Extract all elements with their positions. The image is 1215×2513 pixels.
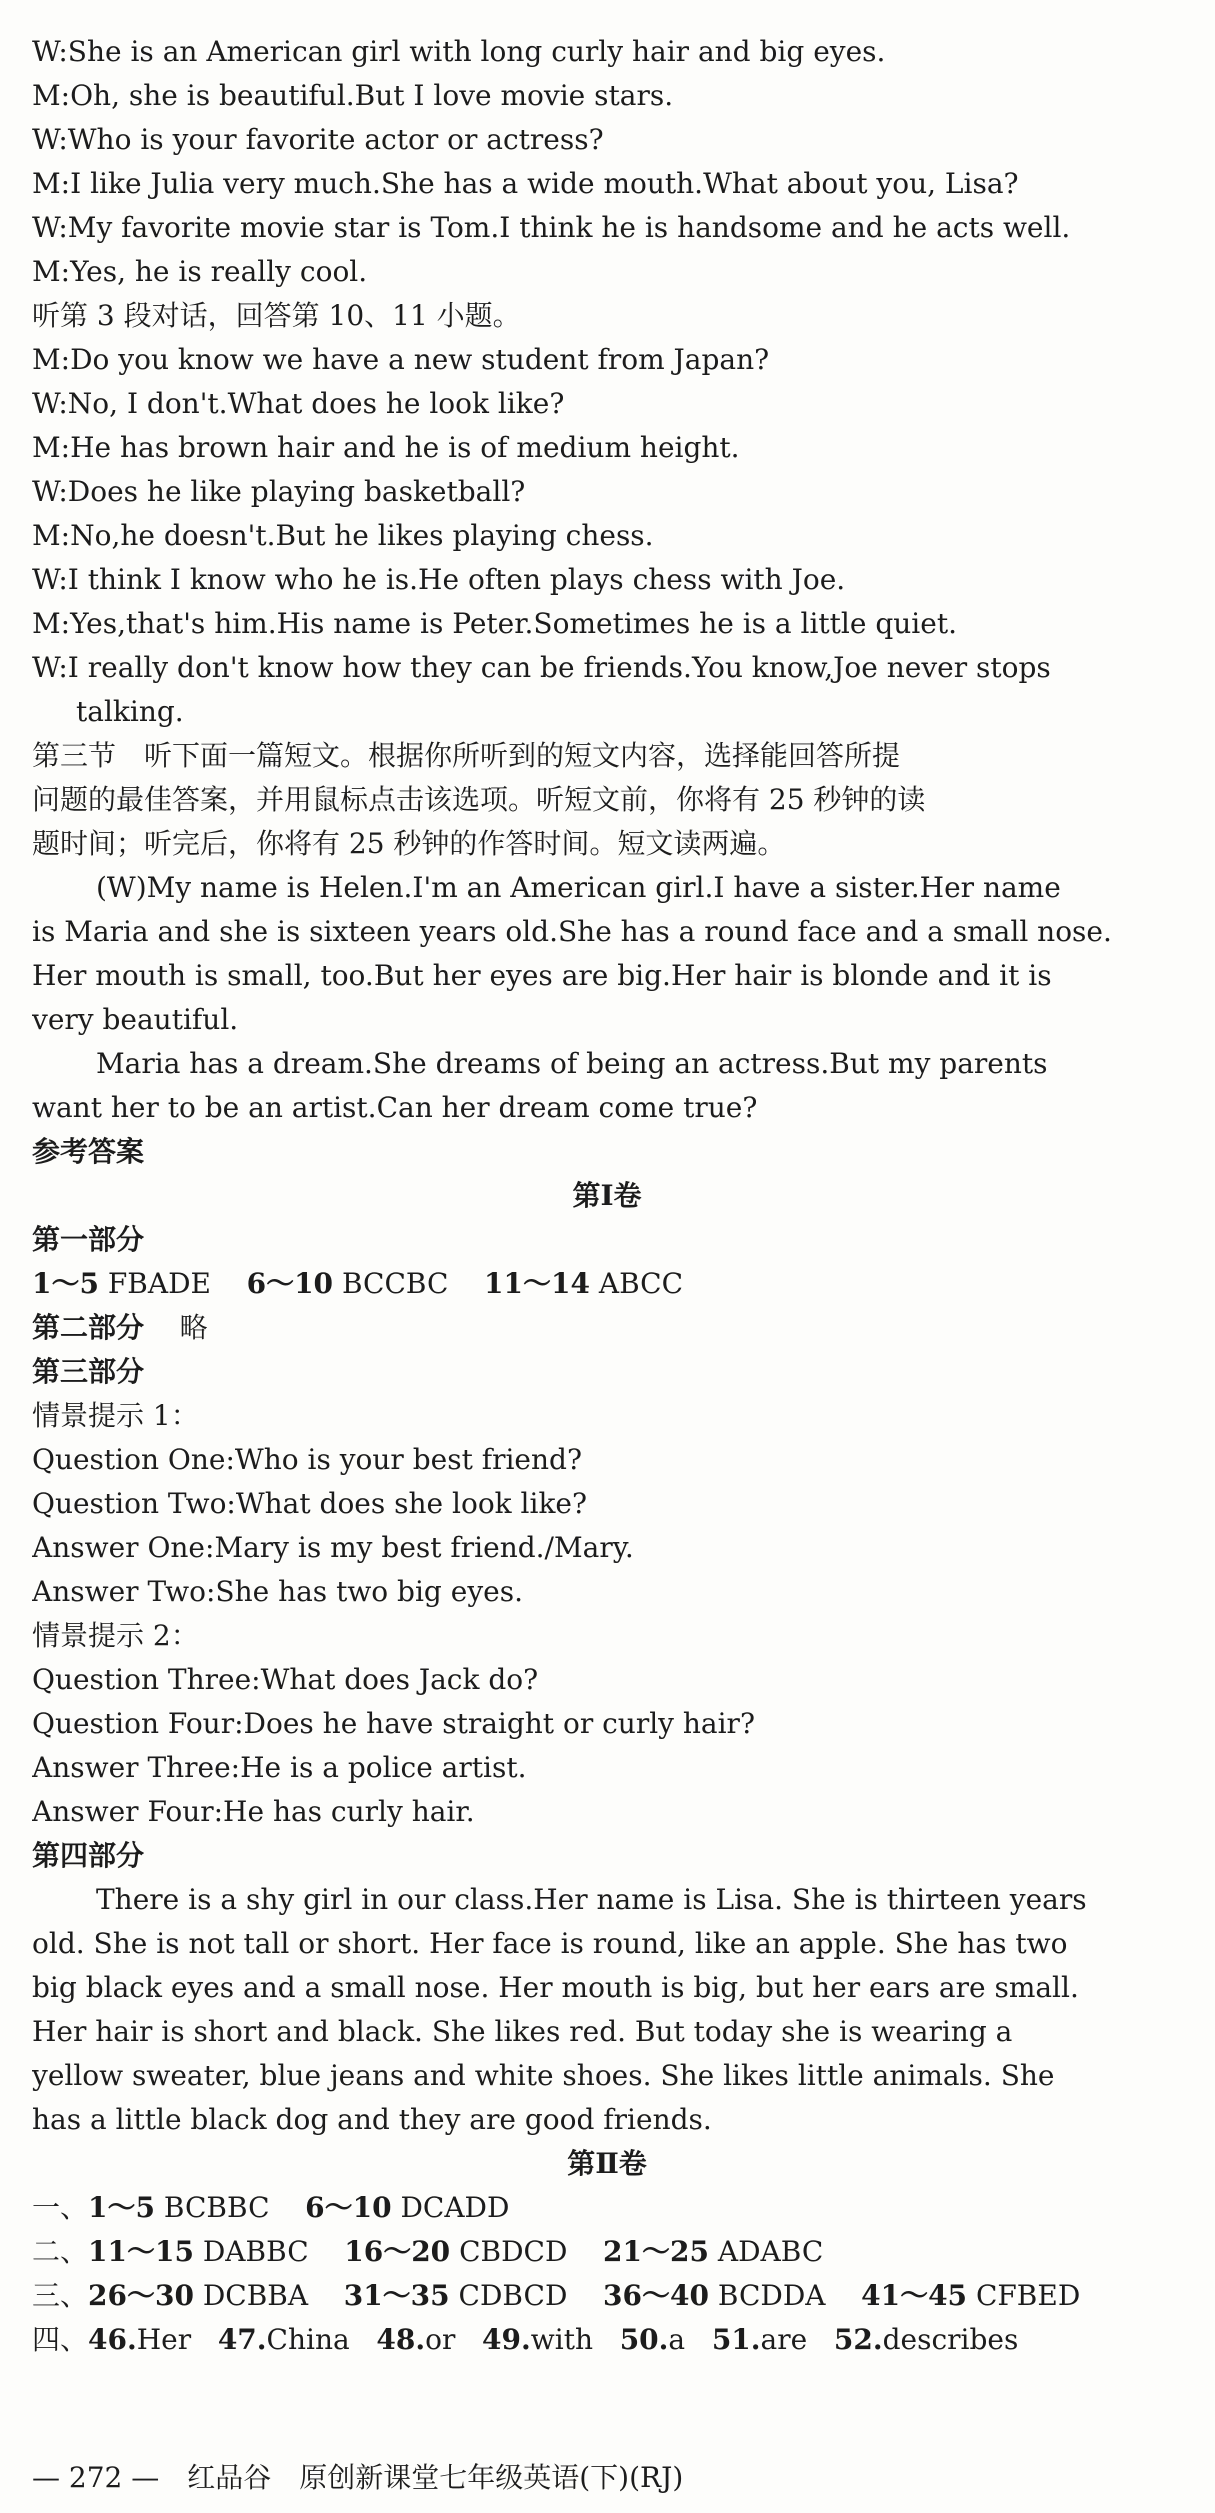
answer-range: 49. xyxy=(482,2323,531,2356)
text-line: Her mouth is small, too.But her eyes are big.Her hair is blonde and it is xyxy=(32,959,1052,992)
part-2-value: 略 xyxy=(179,1311,208,1344)
answer-range: 36～40 xyxy=(603,2279,709,2312)
text-line: big black eyes and a small nose. Her mouth is big, but her ears are small. xyxy=(32,1971,1079,2004)
part-2-row xyxy=(32,1306,1182,1350)
text-line: W:Who is your favorite actor or actress? xyxy=(32,123,604,156)
section-number: 三、 xyxy=(32,2279,89,2312)
answer-range: 11～15 xyxy=(88,2235,194,2268)
dialogue-3 xyxy=(32,338,1182,690)
text-line: M:Do you know we have a new student from Japan? xyxy=(32,343,770,376)
answer-range: 26～30 xyxy=(88,2279,194,2312)
volume-2-title: 第Ⅱ卷 xyxy=(567,2147,647,2180)
answer-range: 21～25 xyxy=(603,2235,709,2268)
section-number: 一、 xyxy=(32,2191,89,2224)
text-line: W:She is an American girl with long curly hair and big eyes. xyxy=(32,35,886,68)
text-line: M:Oh, she is beautiful.But I love movie stars. xyxy=(32,79,674,112)
text-line: M:Yes,that's him.His name is Peter.Sometimes he is a little quiet. xyxy=(32,607,957,640)
answer-range: 47. xyxy=(217,2323,267,2356)
text-line: M:I like Julia very much.She has a wide mouth.What about you, Lisa? xyxy=(32,167,1019,200)
text-line: very beautiful. xyxy=(32,1003,239,1036)
text-line: Answer One:Mary is my best friend./Mary. xyxy=(32,1531,634,1564)
text-line: W:Does he like playing basketball? xyxy=(32,475,526,508)
answer-range: 6～10 xyxy=(305,2191,392,2224)
volume-1-title: 第Ⅰ卷 xyxy=(572,1179,642,1212)
answer-range: 11～14 xyxy=(484,1267,590,1300)
text-line: is Maria and she is sixteen years old.She has a round face and a small nose. xyxy=(32,915,1112,948)
text-line: Her hair is short and black. She likes red. But today she is wearing a xyxy=(32,2015,1013,2048)
part-2-title: 第二部分 xyxy=(32,1311,145,1344)
answer-range: 46. xyxy=(88,2323,137,2356)
answer-value: BCCBC xyxy=(333,1267,449,1300)
answer-value: ADABC xyxy=(708,2235,824,2268)
answer-value: FBADE xyxy=(98,1267,211,1300)
answer-range: 1～5 xyxy=(88,2191,155,2224)
text-line: 问题的最佳答案，并用鼠标点击该选项。听短文前，你将有 25 秒钟的读 xyxy=(32,783,926,816)
text-line: 第三节 听下面一篇短文。根据你所听到的短文内容，选择能回答所提 xyxy=(32,739,901,772)
text-line: Maria has a dream.She dreams of being an actress.But my parents xyxy=(96,1047,1048,1080)
answer-range: 48. xyxy=(376,2323,426,2356)
part-1-answers xyxy=(32,1262,1182,1306)
answer-value: DCADD xyxy=(391,2191,510,2224)
section-number: 四、 xyxy=(32,2323,89,2356)
text-line: There is a shy girl in our class.Her name is Lisa. She is thirteen years xyxy=(96,1883,1087,1916)
answer-value: CFBED xyxy=(967,2279,1081,2312)
passage-paragraph-2 xyxy=(32,1042,1182,1130)
answer-value: with xyxy=(530,2323,593,2356)
answer-value: BCBBC xyxy=(154,2191,270,2224)
scene-2-lines xyxy=(32,1658,1182,1834)
text-line: Answer Three:He is a police artist. xyxy=(32,1751,527,1784)
text-line: has a little black dog and they are good friends. xyxy=(32,2103,712,2136)
part-4-title: 第四部分 xyxy=(32,1839,145,1872)
text-line: M:He has brown hair and he is of medium height. xyxy=(32,431,740,464)
text-line: want her to be an artist.Can her dream come true? xyxy=(32,1091,758,1124)
answer-range: 52. xyxy=(833,2323,883,2356)
text-line: W:I think I know who he is.He often plays chess with Joe. xyxy=(32,563,846,596)
answer-value: ABCC xyxy=(589,1267,684,1300)
answer-range: 41～45 xyxy=(861,2279,968,2312)
answer-value: BCDDA xyxy=(708,2279,826,2312)
answer-range: 1～5 xyxy=(32,1267,99,1300)
answer-range: 16～20 xyxy=(344,2235,451,2268)
passage-paragraph-1 xyxy=(32,866,1182,1042)
text-line: M:Yes, he is really cool. xyxy=(32,255,368,288)
answer-value: Her xyxy=(136,2323,192,2356)
answer-range: 6～10 xyxy=(246,1267,334,1300)
dialogue-2 xyxy=(32,30,1182,294)
section-3-instructions xyxy=(32,734,1182,866)
text-line: 题时间；听完后，你将有 25 秒钟的作答时间。短文读两遍。 xyxy=(32,827,786,860)
answer-value: describes xyxy=(882,2323,1019,2356)
text-line: Question Three:What does Jack do? xyxy=(32,1663,539,1696)
text-line: Answer Four:He has curly hair. xyxy=(32,1795,475,1828)
part-4-passage xyxy=(32,1878,1182,2142)
answer-value: CDBCD xyxy=(449,2279,568,2312)
scene-1-title: 情景提示 1： xyxy=(32,1399,199,1432)
text-line: W:No, I don't.What does he look like? xyxy=(32,387,565,420)
volume-2-section-1 xyxy=(32,2186,1182,2230)
text-line: old. She is not tall or short. Her face is round, like an apple. She has two xyxy=(32,1927,1068,1960)
answer-value: CBDCD xyxy=(450,2235,568,2268)
dialogue-3-intro: 听第 3 段对话，回答第 10、11 小题。 xyxy=(32,299,521,332)
text-line: W:My favorite movie star is Tom.I think he is handsome and he acts well. xyxy=(32,211,1071,244)
dialogue-3-continuation: talking. xyxy=(76,695,184,728)
volume-2-section-3 xyxy=(32,2274,1182,2318)
answer-value: or xyxy=(425,2323,456,2356)
volume-2-section-4 xyxy=(32,2318,1182,2362)
answer-range: 51. xyxy=(711,2323,761,2356)
scene-2-title: 情景提示 2： xyxy=(32,1619,199,1652)
text-line: Question One:Who is your best friend? xyxy=(32,1443,582,1476)
part-3-title: 第三部分 xyxy=(32,1355,145,1388)
answer-page xyxy=(32,30,1182,2362)
answer-value: DCBBA xyxy=(193,2279,309,2312)
answer-value: China xyxy=(266,2323,350,2356)
text-line: W:I really don't know how they can be friends.You know,Joe never stops xyxy=(32,651,1051,684)
answer-range: 31～35 xyxy=(343,2279,450,2312)
answers-title: 参考答案 xyxy=(32,1135,145,1168)
answer-value: DABBC xyxy=(193,2235,309,2268)
text-line: Question Two:What does she look like? xyxy=(32,1487,588,1520)
text-line: Answer Two:She has two big eyes. xyxy=(32,1575,523,1608)
page-footer: — 272 — 红品谷 原创新课堂七年级英语(下)(RJ) xyxy=(32,2461,684,2494)
text-line: Question Four:Does he have straight or curly hair? xyxy=(32,1707,755,1740)
text-line: M:No,he doesn't.But he likes playing chess. xyxy=(32,519,654,552)
answer-range: 50. xyxy=(619,2323,669,2356)
scene-1-lines xyxy=(32,1438,1182,1614)
answer-value: are xyxy=(760,2323,808,2356)
text-line: yellow sweater, blue jeans and white shoes. She likes little animals. She xyxy=(32,2059,1055,2092)
part-1-title: 第一部分 xyxy=(32,1223,145,1256)
answer-value: a xyxy=(668,2323,686,2356)
section-number: 二、 xyxy=(32,2235,89,2268)
volume-2-section-2 xyxy=(32,2230,1182,2274)
text-line: (W)My name is Helen.I'm an American girl.I have a sister.Her name xyxy=(96,871,1061,904)
